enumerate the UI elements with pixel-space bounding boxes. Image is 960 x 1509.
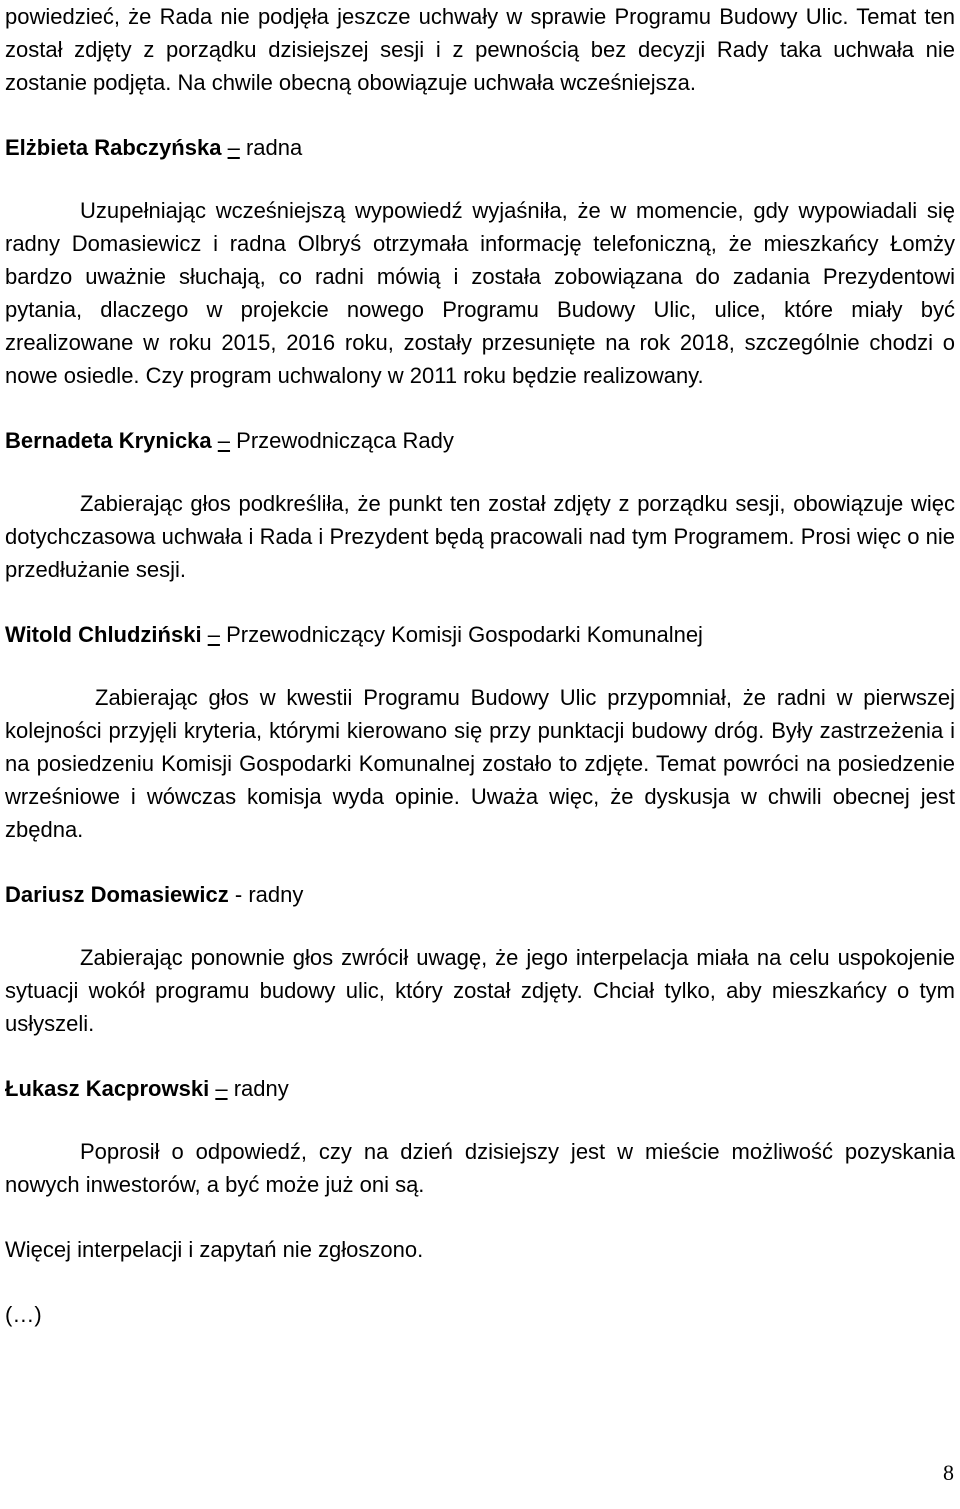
speaker-dash: – xyxy=(215,1076,228,1101)
ellipsis-marker: (…) xyxy=(5,1302,42,1327)
speaker-heading xyxy=(5,131,955,164)
closing-paragraph: Więcej interpelacji i zapytań nie zgłoszono. xyxy=(5,1237,424,1262)
document-page xyxy=(5,0,955,1331)
speaker-role: Przewodniczący Komisji Gospodarki Komunalnej xyxy=(226,622,703,647)
page-number: 8 xyxy=(943,1460,954,1485)
speaker-dash: - xyxy=(234,882,243,907)
speaker-dash: – xyxy=(207,622,220,647)
speaker-role: radny xyxy=(248,882,304,907)
speech-paragraph: Uzupełniając wcześniejszą wypowiedź wyjaśniła, że w momencie, gdy wypowiadali się radny Domasiewicz i radna Olbryś otrzymała informację telefoniczną, że mieszkańcy Łomży bardzo uważnie słuchają, co radni mówią i została zobowiązana do zadania Prezydentowi pytania, dlaczego w projekcie nowego Programu Budowy Ulic, ulice, które miały być zrealizowane w roku 2015, 2016 roku, zostały przesunięte na rok 2018, szczególnie chodzi o nowe osiedle. Czy program uchwalony w 2011 roku będzie realizowany. xyxy=(5,198,955,388)
speaker-name: Łukasz Kacprowski xyxy=(5,1076,210,1101)
speaker-role: radny xyxy=(233,1076,289,1101)
speaker-name: Bernadeta Krynicka xyxy=(5,428,212,453)
speaker-heading xyxy=(5,424,955,457)
speaker-role: radna xyxy=(245,135,303,160)
speaker-dash: – xyxy=(217,428,231,453)
speaker-role: Przewodnicząca Rady xyxy=(236,428,454,453)
speech-paragraph: Zabierając ponownie głos zwrócił uwagę, że jego interpelacja miała na celu uspokojenie sytuacji wokół programu budowy ulic, który został zdjęty. Chciał tylko, aby mieszkańcy o tym usłyszeli. xyxy=(5,945,955,1036)
speech-paragraph: Zabierając głos w kwestii Programu Budowy Ulic przypomniał, że radni w pierwszej kolejności przyjęli kryteria, którymi kierowano się przy punktacji budowy dróg. Były zastrzeżenia i na posiedzeniu Komisji Gospodarki Komunalnej zostało to zdjęte. Temat powróci na posiedzenie wrześniowe i wówczas komisja wyda opinie. Uważa więc, że dyskusja w chwili obecnej jest zbędna. xyxy=(5,685,955,842)
speech-paragraph: Zabierając głos podkreśliła, że punkt ten został zdjęty z porządku sesji, obowiązuje więc dotychczasowa uchwała i Rada i Prezydent będą pracowali nad tym Programem. Prosi więc o nie przedłużanie sesji. xyxy=(5,491,955,582)
speaker-name: Elżbieta Rabczyńska xyxy=(5,135,222,160)
speaker-name: Witold Chludziński xyxy=(5,622,202,647)
speaker-dash: – xyxy=(227,135,240,160)
speaker-heading xyxy=(5,878,955,911)
speaker-heading xyxy=(5,618,955,651)
speaker-heading xyxy=(5,1072,955,1105)
intro-paragraph: powiedzieć, że Rada nie podjęła jeszcze uchwały w sprawie Programu Budowy Ulic. Temat ten został zdjęty z porządku dzisiejszej sesji i z pewnością bez decyzji Rady taka uchwała nie zostanie podjęta. Na chwile obecną obowiązuje uchwała wcześniejsza. xyxy=(5,4,955,95)
speaker-name: Dariusz Domasiewicz xyxy=(5,882,229,907)
speech-paragraph: Poprosił o odpowiedź, czy na dzień dzisiejszy jest w mieście możliwość pozyskania nowych inwestorów, a być może już oni są. xyxy=(5,1139,955,1197)
